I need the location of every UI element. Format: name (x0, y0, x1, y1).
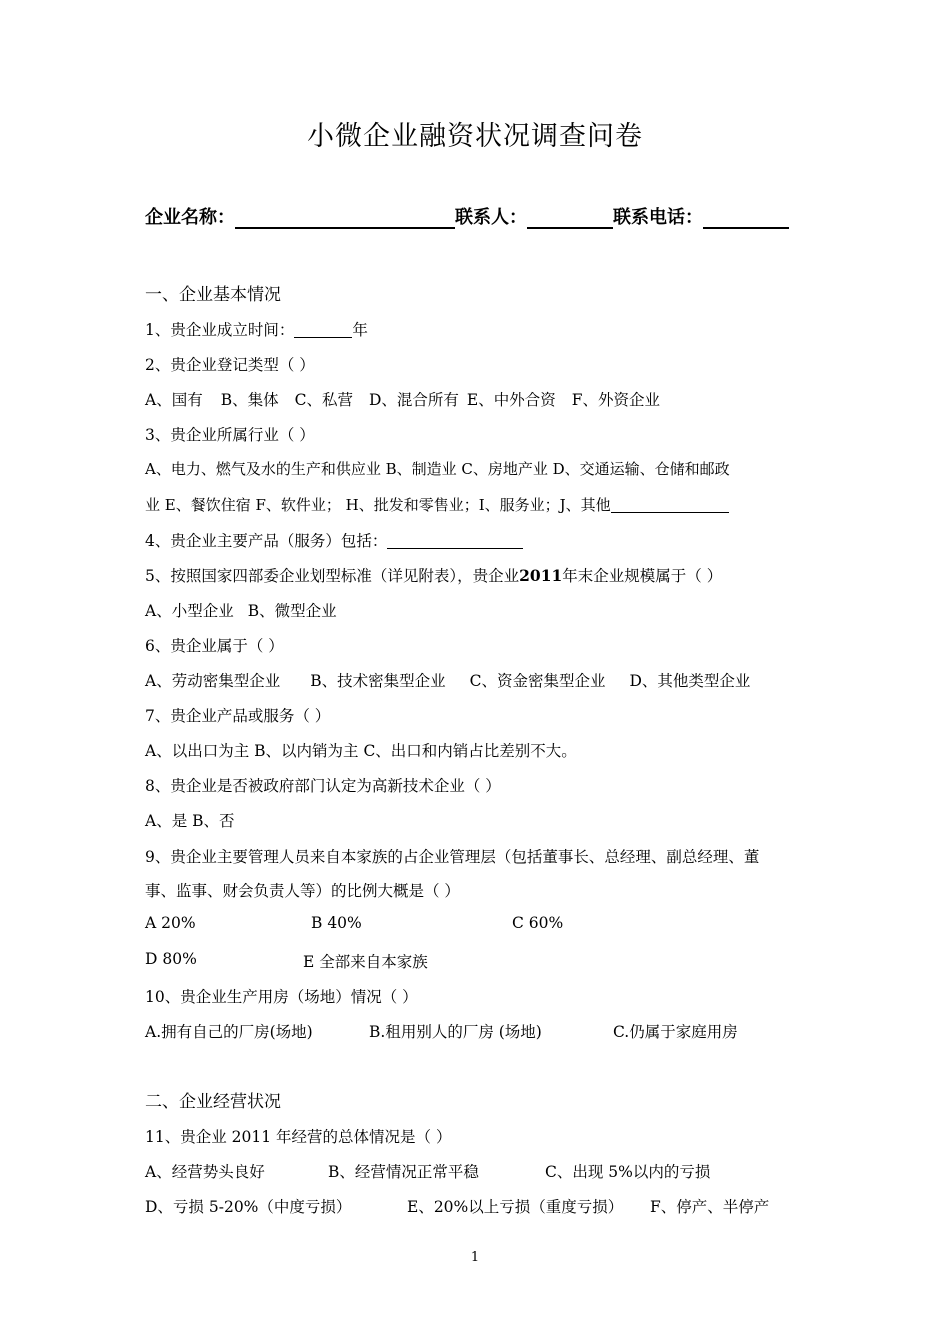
question-5-text: 5、按照国家四部委企业划型标准（详见附表），贵企业 (145, 567, 520, 585)
question-8: 8、贵企业是否被政府部门认定为高新技术企业（ ） (145, 777, 501, 795)
option: C、资金密集型企业 (469, 672, 606, 690)
option: E、20%以上亏损（重度亏损） (407, 1198, 624, 1216)
option: B、经营情况正常平稳 (328, 1163, 479, 1181)
contact-person-blank (527, 205, 613, 229)
question-1 (145, 318, 368, 340)
option: C 60% (512, 914, 564, 932)
question-1-suffix: 年 (352, 321, 368, 339)
option: A、劳动密集型企业 (145, 672, 281, 690)
option: B、微型企业 (247, 602, 337, 620)
question-4-blank (387, 532, 523, 549)
page-title: 小微企业融资状况调查问卷 (307, 121, 643, 152)
contact-person-label: 联系人： (455, 207, 527, 228)
question-10: 10、贵企业生产用房（场地）情况（ ） (145, 988, 418, 1006)
option: C.仍属于家庭用房 (613, 1023, 738, 1041)
question-2: 2、贵企业登记类型（ ） (145, 356, 315, 374)
company-name-label: 企业名称： (145, 207, 235, 228)
question-5-year: 2011 (519, 566, 563, 585)
question-3-other-blank (611, 496, 729, 513)
option: B.租用别人的厂房 (场地) (369, 1023, 542, 1041)
question-9-line-1: 9、贵企业主要管理人员来自本家族的占企业管理层（包括董事长、总经理、副总经理、董 (145, 848, 760, 866)
option: A、小型企业 (145, 602, 234, 620)
option: A 20% (145, 914, 196, 932)
contact-phone-blank (703, 205, 789, 229)
option: E、中外合资 (466, 391, 556, 409)
question-7-options: A、以出口为主 B、以内销为主 C、出口和内销占比差别不大。 (145, 742, 577, 760)
question-8-options: A、是 B、否 (145, 812, 235, 830)
question-9-line-2: 事、监事、财会负责人等）的比例大概是（ ） (145, 882, 460, 900)
question-11: 11、贵企业 2011 年经营的总体情况是（ ） (145, 1128, 452, 1146)
contact-phone-label: 联系电话： (613, 207, 703, 228)
option: D 80% (145, 950, 197, 968)
question-1-text: 1、贵企业成立时间： (145, 321, 295, 339)
option: B 40% (311, 914, 362, 932)
option: C、出现 5%以内的亏损 (545, 1163, 711, 1181)
option: A、国有 (145, 391, 203, 409)
option: F、停产、半停产 (650, 1198, 770, 1216)
company-name-blank (235, 205, 455, 229)
section-heading-basic: 一、企业基本情况 (145, 285, 281, 305)
contact-info-row (145, 203, 789, 229)
question-3-options-text: 业 E、餐饮住宿 F、软件业； H、批发和零售业；I、服务业；J、其他 (145, 496, 611, 514)
option: B、技术密集型企业 (310, 672, 446, 690)
question-1-blank (294, 321, 352, 338)
question-6-options (145, 669, 750, 691)
section-heading-operations: 二、企业经营状况 (145, 1092, 281, 1112)
question-5 (145, 564, 722, 586)
option: A.拥有自己的厂房(场地) (145, 1023, 313, 1041)
option: F、外资企业 (571, 391, 660, 409)
question-5-options (145, 599, 337, 621)
question-3: 3、贵企业所属行业（ ） (145, 426, 315, 444)
option: D、亏损 5-20%（中度亏损） (145, 1198, 352, 1216)
question-4-text: 4、贵企业主要产品（服务）包括： (145, 532, 388, 550)
option: B、集体 (220, 391, 279, 409)
question-5-suffix: 年末企业规模属于（ ） (562, 567, 723, 585)
option: C、私营 (294, 391, 353, 409)
option: D、其他类型企业 (629, 672, 751, 690)
question-3-options-line-1: A、电力、燃气及水的生产和供应业 B、制造业 C、房地产业 D、交通运输、仓储和邮政 (145, 460, 730, 478)
option: E 全部来自本家族 (303, 953, 428, 971)
question-7: 7、贵企业产品或服务（ ） (145, 707, 331, 725)
question-3-options-line-2 (145, 494, 729, 515)
question-4 (145, 529, 523, 551)
question-6: 6、贵企业属于（ ） (145, 637, 284, 655)
question-2-options (145, 388, 660, 410)
page-number: 1 (470, 1250, 480, 1265)
option: D、混合所有 (368, 391, 459, 409)
option: A、经营势头良好 (145, 1163, 265, 1181)
